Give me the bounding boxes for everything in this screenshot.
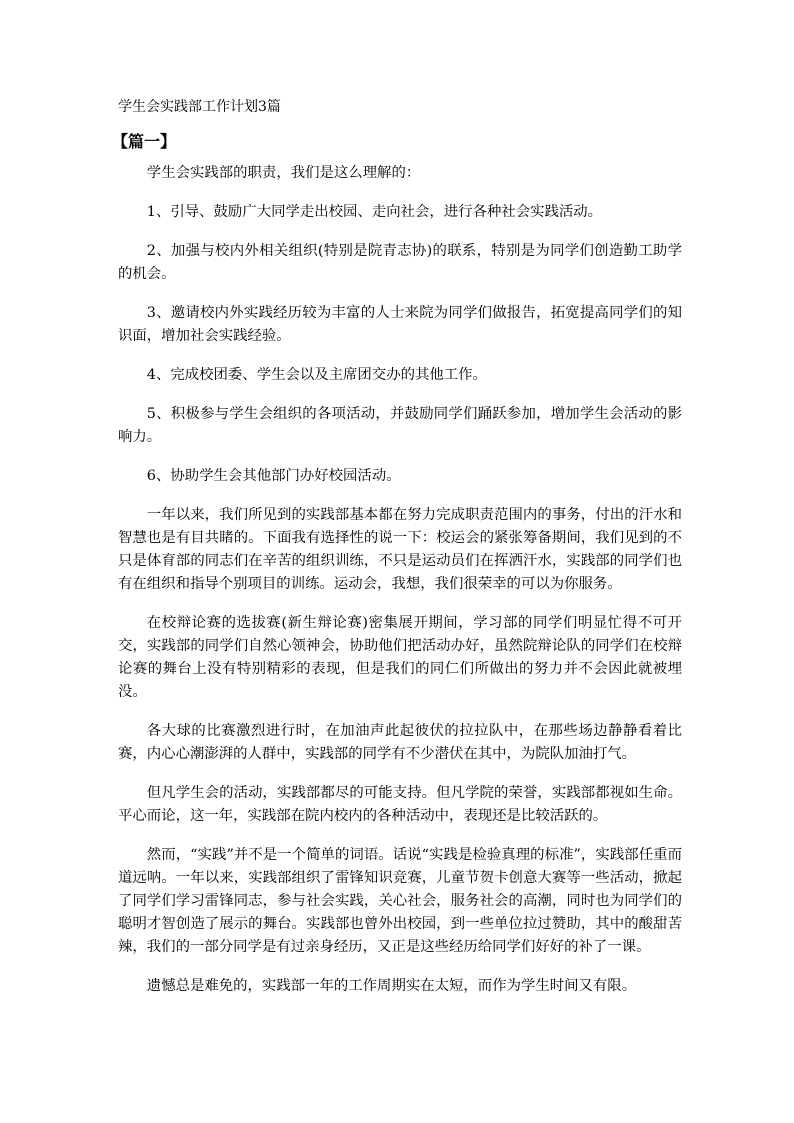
document-body [118,162,682,1014]
paragraph: 4、完成校团委、学生会以及主席团交办的其他工作。 [146,367,487,383]
document-title: 学生会实践部工作计划3篇 [118,99,281,115]
paragraph: 3、邀请校内外实践经历较为丰富的人士来院为同学们做报告，拓宽提高同学们的知识面，增加社会实践经验。 [118,305,682,344]
section-heading: 【篇一】 [112,132,177,151]
paragraph: 但凡学生会的活动，实践部都尽的可能支持。但凡学院的荣誉，实践部都视如生命。平心而论，这一年，实践部在院内校内的各种活动中，表现还是比较活跃的。 [118,785,682,824]
paragraph: 各大球的比赛激烈进行时，在加油声此起彼伏的拉拉队中，在那些场边静静看着比赛，内心心潮澎湃的人群中，实践部的同学有不少潜伏在其中，为院队加油打气。 [118,723,682,762]
paragraph: 然而，“实践”并不是一个简单的词语。话说“实践是检验真理的标准”，实践部任重而道远呐。一年以来，实践部组织了雷锋知识竞赛，儿童节贺卡创意大赛等一些活动，掀起了同学们学习雷锋同志，参与社会实践，关心社会，服务社会的高潮，同时也为同学们的聪明才智创造了展示的舞台。实践部也曾外出校园，到一些单位拉过赞助，其中的酸甜苦辣，我们的一部分同学是有过亲身经历，又正是这些经历给同学们好好的补了一课。 [118,847,682,955]
paragraph: 在校辩论赛的选拔赛(新生辩论赛)密集展开期间，学习部的同学们明显忙得不可开交，实践部的同学们自然心领神会，协助他们把活动办好，虽然院辩论队的同学们在校辩论赛的舞台上没有特别精彩的表现，但是我们的同仁们所做出的努力并不会因此就被埋没。 [118,615,682,700]
paragraph: 1、引导、鼓励广大同学走出校园、走向社会，进行各种社会实践活动。 [146,204,603,220]
paragraph: 5、积极参与学生会组织的各项活动，并鼓励同学们踊跃参加，增加学生会活动的影响力。 [118,406,682,445]
paragraph: 6、协助学生会其他部门办好校园活动。 [146,468,401,484]
paragraph: 遗憾总是难免的，实践部一年的工作周期实在太短，而作为学生时间又有限。 [146,978,637,994]
paragraph: 2、加强与校内外相关组织(特别是院青志协)的联系，特别是为同学们创造勤工助学的机会。 [118,243,682,282]
paragraph: 一年以来，我们所见到的实践部基本都在努力完成职责范围内的事务，付出的汗水和智慧也是有目共睹的。下面我有选择性的说一下：校运会的紧张筹备期间，我们见到的不只是体育部的同志们在辛苦的组织训练，不只是运动员们在挥洒汗水，实践部的同学们也有在组织和指导个别项目的训练。运动会，我想，我们很荣幸的可以为你服务。 [118,507,682,592]
paragraph: 学生会实践部的职责，我们是这么理解的： [146,165,421,181]
